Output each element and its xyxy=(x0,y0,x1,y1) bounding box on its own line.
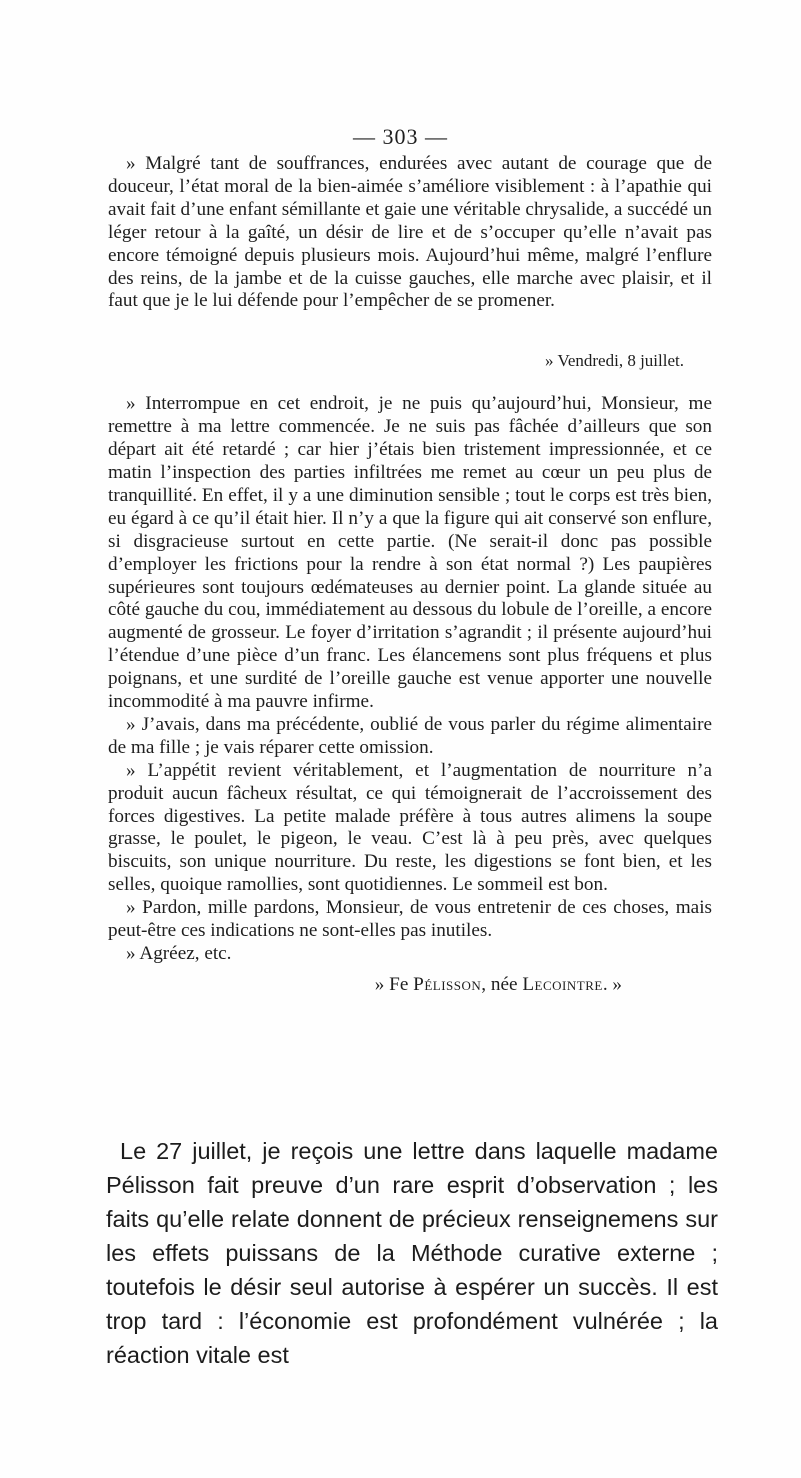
letter-paragraph: » Malgré tant de souffrances, endurées avec autant de courage que de douceur, l’état moral de la bien-aimée s’améliore visiblement : à l’apathie qui avait fait d’une enfant sémillante et gaie une véritable chrysalide, a succédé un léger retour à la gaîté, un désir de lire et de s’occuper qu’elle n’avait pas encore témoigné depuis plusieurs mois. Aujourd’hui même, malgré l’enflure des reins, de la jambe et de la cuisse gauches, elle marche avec plaisir, et il faut que je le lui défende pour l’empêcher de se promener. xyxy=(108,153,712,312)
signature-middle: , née xyxy=(481,973,518,995)
letter-signature xyxy=(108,974,622,997)
letter-dateline: » Vendredi, 8 juillet. xyxy=(545,351,684,371)
signature-maiden-name: Lecointre xyxy=(522,973,603,995)
letter-paragraph: » J’avais, dans ma précédente, oublié de vous parler du régime alimentaire de ma fille ; je vais réparer cette omission. xyxy=(108,713,712,758)
signature-end: . » xyxy=(602,973,622,995)
commentary-body xyxy=(106,1134,718,1372)
commentary-paragraph: Le 27 juillet, je reçois une lettre dans laquelle madame Pélisson fait preuve d’un rare esprit d’observation ; les faits qu’elle relate donnent de précieux renseignemens sur les effets puissans de la Méthode curative externe ; toutefois le désir seul autorise à espérer un succès. Il est trop tard : l’économie est profondément vulnérée ; la réaction vitale est xyxy=(106,1138,718,1368)
letter-paragraph: » Interrompue en cet endroit, je ne puis qu’aujourd’hui, Monsieur, me remettre à ma lettre commencée. Je ne suis pas fâchée d’ailleurs que son départ ait été retardé ; car hier j’étais bien tristement impressionnée, et ce matin l’inspection des parties infiltrées me remet au cœur un peu plus de tranquillité. En effet, il y a une diminution sensible ; tout le corps est très bien, eu égard à ce qu’il était hier. Il n’y a que la figure qui ait conservé son enflure, si disgracieuse surtout en cette partie. (Ne serait-il donc pas possible d’employer les frictions pour la rendre à son état normal ?) Les paupières supérieures sont toujours œdémateuses au dernier point. La glande située au côté gauche du cou, immédiatement au dessous du lobule de l’oreille, a encore augmenté de grosseur. Le foyer d’irritation s’agrandit ; il présente aujourd’hui l’étendue d’une pièce d’un franc. Les élancemens sont plus fréquens et plus poignans, et une surdité de l’oreille gauche est venue apporter une nouvelle incommodité à ma pauvre infirme. xyxy=(108,393,712,713)
letter-body xyxy=(108,153,712,997)
letter-paragraph: » Pardon, mille pardons, Monsieur, de vous entretenir de ces choses, mais peut-être ces indications ne sont-elles pas inutiles. xyxy=(108,897,712,942)
signature-prefix: » Fe xyxy=(374,973,409,995)
letter-paragraph: » L’appétit revient véritablement, et l’augmentation de nourriture n’a produit aucun fâcheux résultat, ce qui témoignerait de l’accroissement des forces digestives. La petite malade préfère à tous autres alimens la soupe grasse, le poulet, le pigeon, le veau. C’est là à peu près, avec quelques biscuits, son unique nourriture. Du reste, les digestions se font bien, et les selles, quoique ramollies, sont quotidiennes. Le sommeil est bon. xyxy=(108,759,712,896)
signature-name: Pélisson xyxy=(413,973,482,995)
page-number: — 303 — xyxy=(353,124,448,149)
letter-closing: » Agréez, etc. xyxy=(126,943,232,964)
